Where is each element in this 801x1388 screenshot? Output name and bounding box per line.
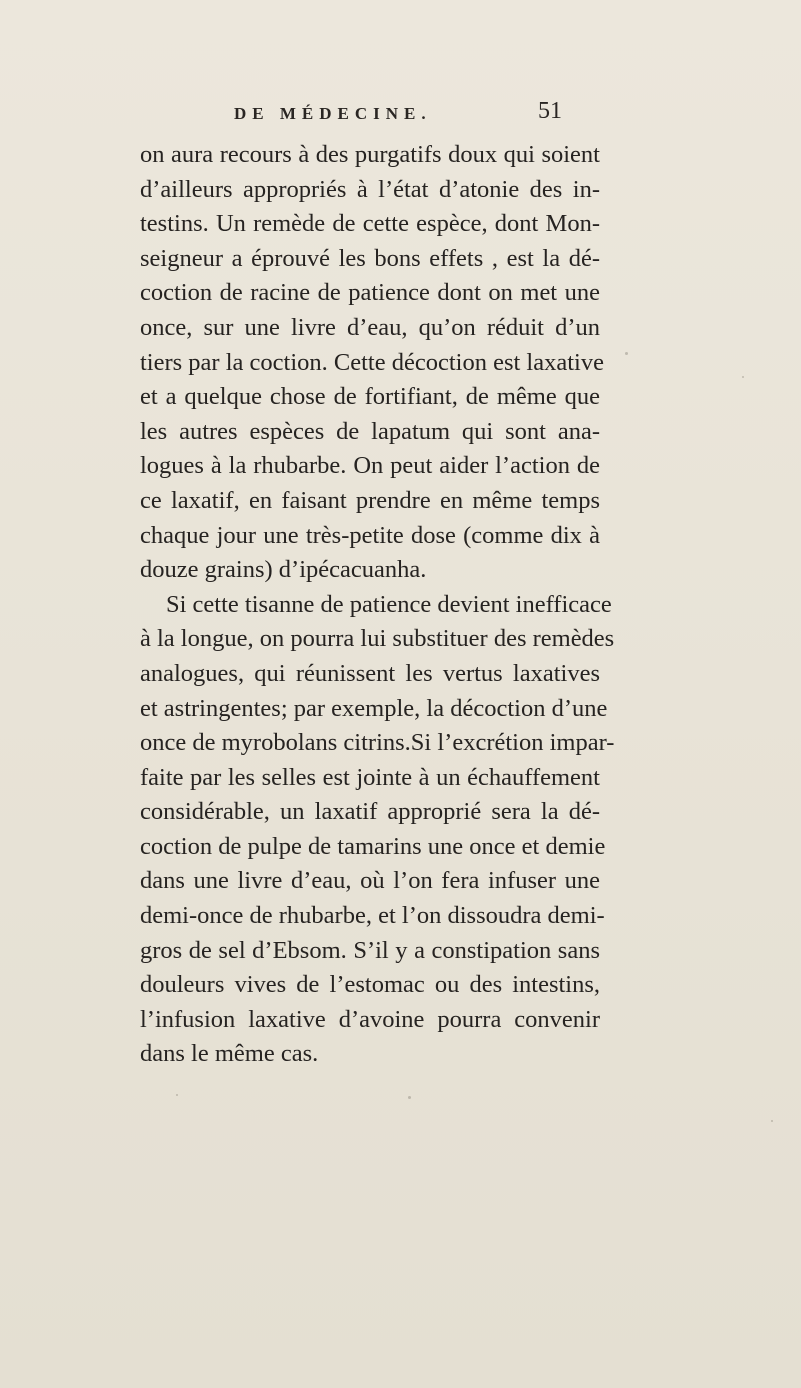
text-line: on aura recours à des purgatifs doux qui soient — [140, 141, 600, 168]
text-line: once de myrobolans citrins.Si l’excrétion impar- — [140, 729, 615, 757]
text-line: ce laxatif, en faisant prendre en même temps — [140, 486, 600, 514]
text-line: et astringentes; par exemple, la décoction d’une — [140, 694, 608, 722]
text-line: douze grains) d’ipécacuanha. — [140, 556, 427, 584]
text-line: dans le même cas. — [140, 1040, 319, 1068]
text-line: les autres espèces de lapatum qui sont ana- — [140, 417, 600, 445]
text-line: d’ailleurs appropriés à l’état d’atonie des in- — [140, 175, 600, 203]
text-line: logues à la rhubarbe. On peut aider l’action de — [140, 452, 600, 480]
text-line: coction de pulpe de tamarins une once et demie — [140, 832, 606, 860]
text-line: analogues, qui réunissent les vertus laxatives — [140, 659, 600, 687]
text-line: Si cette tisanne de patience devient inefficace — [166, 590, 612, 618]
text-line: chaque jour une très-petite dose (comme dix à — [140, 521, 600, 549]
text-line: once, sur une livre d’eau, qu’on réduit d’un — [140, 313, 600, 341]
paper-speck — [408, 1096, 411, 1099]
running-head-title: DE MÉDECINE. — [234, 104, 432, 123]
page-number: 51 — [538, 98, 562, 124]
paper-speck — [771, 1120, 773, 1122]
text-line: l’infusion laxative d’avoine pourra convenir — [140, 1005, 600, 1033]
text-line: considérable, un laxatif approprié sera la dé- — [140, 798, 600, 826]
running-head — [0, 98, 801, 138]
paper-speck — [176, 1094, 178, 1096]
text-line: tiers par la coction. Cette décoction est laxative — [140, 348, 604, 376]
text-line: coction de racine de patience dont on met une — [140, 279, 600, 307]
text-line: à la longue, on pourra lui substituer des remèdes — [140, 625, 615, 653]
text-line: testins. Un remède de cette espèce, dont Mon- — [140, 210, 600, 238]
text-line: faite par les selles est jointe à un échauffement — [140, 763, 600, 791]
body-text — [140, 138, 615, 1072]
text-line: et a quelque chose de fortifiant, de même que — [140, 383, 600, 411]
text-line: douleurs vives de l’estomac ou des intestins, — [140, 971, 600, 999]
paper-speck — [742, 376, 744, 378]
text-line: dans une livre d’eau, où l’on fera infuser une — [140, 867, 600, 895]
text-line: gros de sel d’Ebsom. S’il y a constipation sans — [140, 936, 600, 964]
text-line: demi-once de rhubarbe, et l’on dissoudra demi- — [140, 902, 605, 930]
text-line: seigneur a éprouvé les bons effets , est la dé- — [140, 244, 600, 272]
paper-speck — [625, 352, 628, 355]
